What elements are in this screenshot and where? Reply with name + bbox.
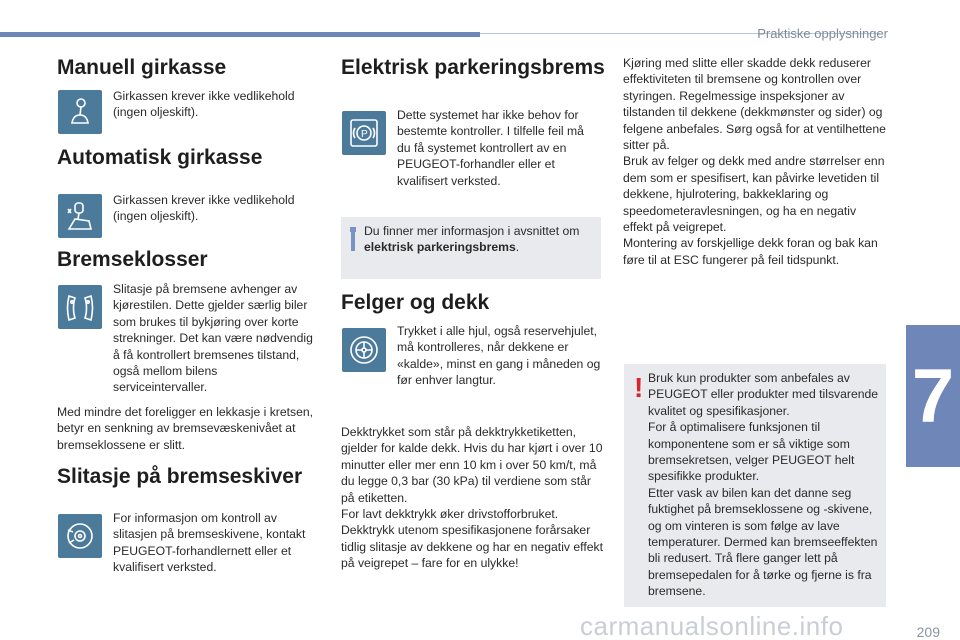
tyre-pressure-body: Dekktrykket som står på dekktrykketiketten, gjelder for kalde dekk. Hvis du har kjørt i over 10 minutter eller mer enn 10 km i over 50 km/t, må du legge 0,3 bar (30 kPa) til verdiene som står på etiketten. For lavt dekktrykk øker drivstofforbruket. Dekktrykk utenom spesifikasjonene forårsaker tidlig slitasje av dekkene og har en negativ effekt på veigrepet – fare for en ulykke! (341, 425, 603, 571)
manual-gear-lever-icon (58, 90, 102, 134)
tyre-wear-text: Kjøring med slitte eller skadde dekk reduserer effektiviteten til bremsene og kontrollen over styringen. Regelmessige inspeksjoner av tilstanden til dekkene (dekkmønster og sider) og felgene anbefales. Sørg også for at ventilhettene sitter på. Bruk av felger og dekk med andre størrelser enn dem som er spesifisert, kan påvirke levetiden til dekkene, hjulrotering, bakkeklaring og speedometeravlesningen, og ha en negativ effekt på veigrepet. Montering av forskjellige dekk foran og bak kan føre til at ESC fungerer på feil tidspunkt. (623, 56, 886, 267)
header-accent-bar (0, 32, 480, 37)
brake-fluid-text: Med mindre det foreligger en lekkasje i kretsen, betyr en senkning av bremsevæskenivået at bremseklossene er slitt. (57, 405, 314, 452)
section-title: Praktiske opplysninger (757, 26, 888, 41)
svg-text:P: P (361, 129, 368, 140)
warning-text: Bruk kun produkter som anbefales av PEUGEOT eller produkter med tilsvarende kvalitet og spesifikasjoner. For å optimalisere funksjonen til komponentene som er så viktige som bremsekretsen, velger PEUGEOT helt spesifikke produkter. Etter vask av bilen kan det danne seg fuktighet på bremseklossene og -skivene, og om vinteren is som følge av lave temperaturer. Dermed kan bremseeffekten bli redusert. Trå flere ganger lett på bremsepedalen for å tørke og fjerne is fra bremsene. (648, 371, 879, 599)
brake-pads-icon (58, 285, 102, 329)
heading-manual-gearbox: Manuell girkasse (57, 56, 227, 79)
automatic-gear-selector-icon (58, 194, 102, 238)
info-note-text: Du finner mer informasjon i avsnittet om elektrisk parkeringsbrems. (364, 224, 580, 255)
info-note (341, 217, 601, 279)
heading-brake-discs: Slitasje på bremseskiver (57, 465, 303, 488)
heading-wheels-tyres: Felger og dekk (341, 291, 490, 314)
brake-disc-icon (58, 514, 102, 558)
tyre-wheel-icon (342, 328, 386, 372)
heading-brake-pads: Bremseklosser (57, 248, 208, 271)
tyre-pressure-text: Trykket i alle hjul, også reservehjulet, må kontrolleres, når dekkene er «kalde», minst en gang i måneden og før enhver langtur. (397, 324, 601, 388)
watermark: carmanualsonline.info (580, 611, 844, 640)
info-note-link: elektrisk parkeringsbrems (364, 240, 516, 255)
brake-discs-text: For informasjon om kontroll av slitasjen på bremseskivene, kontakt PEUGEOT-forhandlernett eller et kvalifisert verksted. (113, 511, 306, 575)
manual-gearbox-text: Girkassen krever ikke vedlikehold (ingen oljeskift). (113, 89, 295, 120)
brake-pads-text: Slitasje på bremsene avhenger av kjørestilen. Dette gjelder særlig biler som brukes til bykjøring over korte strekninger. Det kan være nødvendig å få kontrollert bremsenes tilstand, også mellom bilens serviceintervaller. (113, 282, 313, 395)
page-number: 209 (916, 624, 940, 640)
heading-parking-brake: Elektrisk parkeringsbrems (341, 56, 605, 79)
automatic-gearbox-text: Girkassen krever ikke vedlikehold (ingen oljeskift). (113, 193, 295, 224)
heading-automatic-gearbox: Automatisk girkasse (57, 146, 263, 169)
parking-brake-text: Dette systemet har ikke behov for bestemte kontroller. I tilfelle feil må du få systemet kontrollert av en PEUGEOT-forhandler eller et kvalifisert verksted. (397, 108, 584, 188)
info-icon (351, 227, 355, 251)
electric-parking-brake-icon (342, 111, 386, 155)
warning-note (624, 364, 886, 607)
warning-icon: ! (634, 372, 644, 403)
chapter-tab: 7 (906, 325, 960, 467)
